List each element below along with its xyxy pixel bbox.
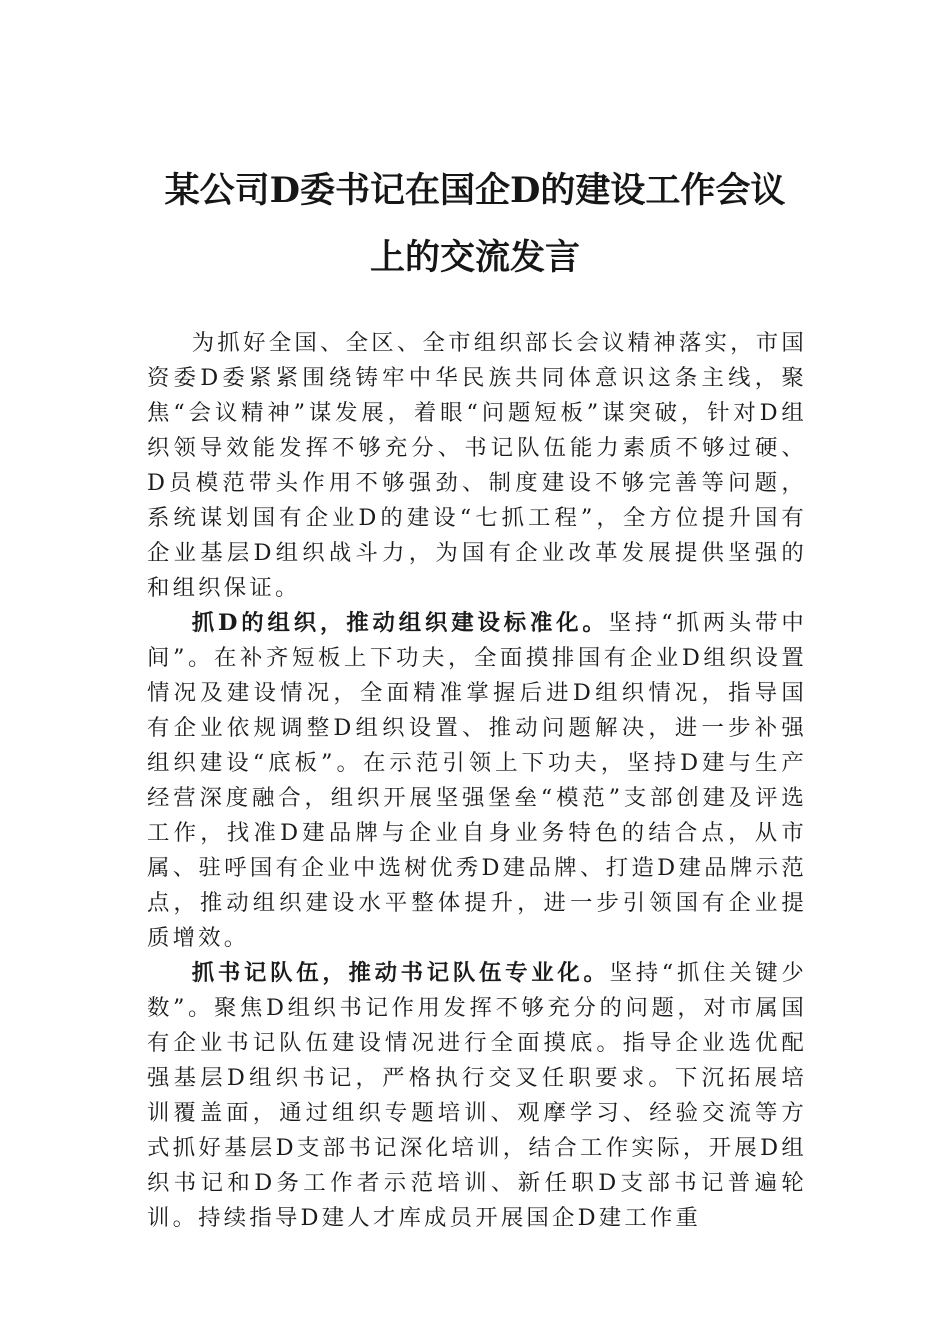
document-title-line-1: 某公司D委书记在国企D的建设工作会议 [164, 170, 786, 211]
body-paragraph-intro [147, 326, 807, 606]
paragraph-text: 坚持“抓住关键少数”。聚焦D组织书记作用发挥不够充分的问题，对市属国有企业书记队伍建设情况进行全面摸底。指导企业选优配强基层D组织书记，严格执行交叉任职要求。下沉拓展培训覆盖面，通过组织专题培训、观摩学习、经验交流等方式抓好基层D支部书记深化培训，结合工作实际，开展D组织书记和D务工作者示范培训、新任职D支部书记普遍轮训。持续指导D建人才库成员开展国企D建工作重 [147, 960, 808, 1231]
document-title-line-2: 上的交流发言 [369, 237, 580, 278]
paragraph-text: 为抓好全国、全区、全市组织部长会议精神落实，市国资委D委紧紧围绕铸牢中华民族共同体意识这条主线，聚焦“会议精神”谋发展，着眼“问题短板”谋突破，针对D组织领导效能发挥不够充分、书记队伍能力素质不够过硬、D员模范带头作用不够强劲、制度建设不够完善等问题，系统谋划国有企业D的建设“七抓工程”，全方位提升国有企业基层D组织战斗力，为国有企业改革发展提供坚强的和组织保证。 [147, 330, 807, 601]
body-paragraph-organization [147, 606, 807, 956]
document-body [147, 326, 807, 1236]
paragraph-lead: 抓D的组织，推动组织建设标准化。 [191, 610, 609, 636]
body-paragraph-secretary [147, 956, 807, 1236]
paragraph-lead: 抓书记队伍，推动书记队伍专业化。 [191, 960, 610, 986]
paragraph-text: 坚持“抓两头带中间”。在补齐短板上下功夫，全面摸排国有企业D组织设置情况及建设情况，全面精准掌握后进D组织情况，指导国有企业依规调整D组织设置、推动问题解决，进一步补强组织建设“底板”。在示范引领上下功夫，坚持D建与生产经营深度融合，组织开展坚强堡垒“模范”支部创建及评选工作，找准D建品牌与企业自身业务特色的结合点，从市属、驻呼国有企业中选树优秀D建品牌、打造D建品牌示范点，推动组织建设水平整体提升，进一步引领国有企业提质增效。 [147, 610, 807, 951]
